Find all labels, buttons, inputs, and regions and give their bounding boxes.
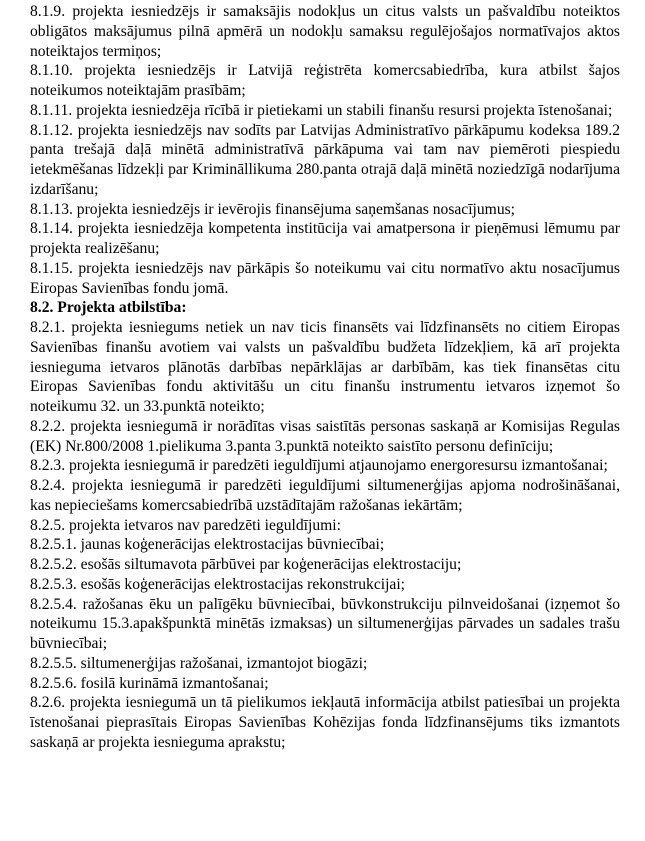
clause-8-2-5-5: 8.2.5.5. siltumenerģijas ražošanai, izmantojot biogāzi; bbox=[30, 654, 368, 672]
section-heading-8-2: 8.2. Projekta atbilstība: bbox=[30, 299, 187, 317]
clause-8-1-9: 8.1.9. projekta iesniedzējs ir samaksājis nodokļus un citus valsts un pašvaldību noteiktos obligātos maksājumus pilnā apmērā un nodokļu samaksu regulējošajos normatīvajos aktos noteiktajos termiņos; bbox=[30, 3, 620, 60]
clause-8-2-5: 8.2.5. projekta ietvaros nav paredzēti ieguldījumi: bbox=[30, 516, 341, 534]
clause-8-2-2: 8.2.2. projekta iesniegumā ir norādītas visas saistītās personas saskaņā ar Komisijas Regulas (EK) Nr.800/2008 1.pielikuma 3.panta 3.punktā noteikto saistīto personu definīciju; bbox=[30, 417, 620, 455]
clause-8-2-5-4: 8.2.5.4. ražošanas ēku un palīgēku būvniecībai, būvkonstrukciju pilnveidošanai (izņemot šo noteikumu 15.3.apakšpunktā minētās izmaksas) un siltumenerģijas pārvades un sadales trašu būvniecībai; bbox=[30, 595, 620, 652]
clause-8-2-4: 8.2.4. projekta iesniegumā ir paredzēti ieguldījumi siltumenerģijas apjoma nodrošināšanai, kas nepieciešams komercsabiedrībā uzstādītajām ražošanas iekārtām; bbox=[30, 477, 620, 514]
clause-8-2-6: 8.2.6. projekta iesniegumā un tā pielikumos iekļautā informācija atbilst patiesībai un projekta īstenošanai pieprasītais Eiropas Savienības Kohēzijas fonda līdzfinansējums tiks izmantots saskaņā ar projekta iesnieguma aprakstu; bbox=[30, 694, 620, 751]
clause-8-2-5-3: 8.2.5.3. esošās koģenerācijas elektrostacijas rekonstrukcijai; bbox=[30, 575, 405, 593]
clause-8-2-5-1: 8.2.5.1. jaunas koģenerācijas elektrostacijas būvniecībai; bbox=[30, 536, 385, 554]
clause-8-1-15: 8.1.15. projekta iesniedzējs nav pārkāpis šo noteikumu vai citu normatīvo aktu nosacījumus Eiropas Savienības fondu jomā. bbox=[30, 259, 620, 297]
clause-8-2-3: 8.2.3. projekta iesniegumā ir paredzēti ieguldījumi atjaunojamo energoresursu izmantošanai; bbox=[30, 457, 608, 475]
clause-8-1-12: 8.1.12. projekta iesniedzējs nav sodīts par Latvijas Administratīvo pārkāpumu kodeksa 189.2 panta trešajā daļā minētā administratīvā pārkāpuma vai tam nav piemēroti piespiedu ietekmēšanas līdzekļi par Krimināllikuma 280.panta otrajā daļā minētā noziedzīgā nodarījuma izdarīšanu; bbox=[30, 121, 620, 198]
clause-8-1-11: 8.1.11. projekta iesniedzēja rīcībā ir pietiekami un stabili finanšu resursi projekta īstenošanai; bbox=[30, 101, 613, 119]
clause-8-1-14: 8.1.14. projekta iesniedzēja kompetenta institūcija vai amatpersona ir pieņēmusi lēmumu par projekta realizēšanu; bbox=[30, 220, 620, 257]
clause-8-2-5-6: 8.2.5.6. fosilā kurināmā izmantošanai; bbox=[30, 674, 269, 692]
clause-8-1-13: 8.1.13. projekta iesniedzējs ir ievērojis finansējuma saņemšanas nosacījumus; bbox=[30, 200, 516, 218]
clause-8-1-10: 8.1.10. projekta iesniedzējs ir Latvijā reģistrēta komercsabiedrība, kura atbilst šajos noteikumos noteiktajām prasībām; bbox=[30, 62, 620, 99]
document-page bbox=[30, 2, 620, 753]
clause-8-2-1: 8.2.1. projekta iesniegums netiek un nav ticis finansēts vai līdzfinansēts no citiem Eiropas Savienības finanšu avotiem vai valsts un pašvaldību budžeta līdzekļiem, kā arī projekta iesnieguma ietvaros plānotās darbības nepārklājas ar darbībām, kas tiek finansētas citu Eiropas Savienības fondu aktivitāšu un citu finanšu instrumentu ietvaros izņemot šo noteikumu 32. un 33.punktā noteikto; bbox=[30, 319, 620, 415]
clause-8-2-5-2: 8.2.5.2. esošās siltumavota pārbūvei par koģenerācijas elektrostaciju; bbox=[30, 556, 462, 573]
